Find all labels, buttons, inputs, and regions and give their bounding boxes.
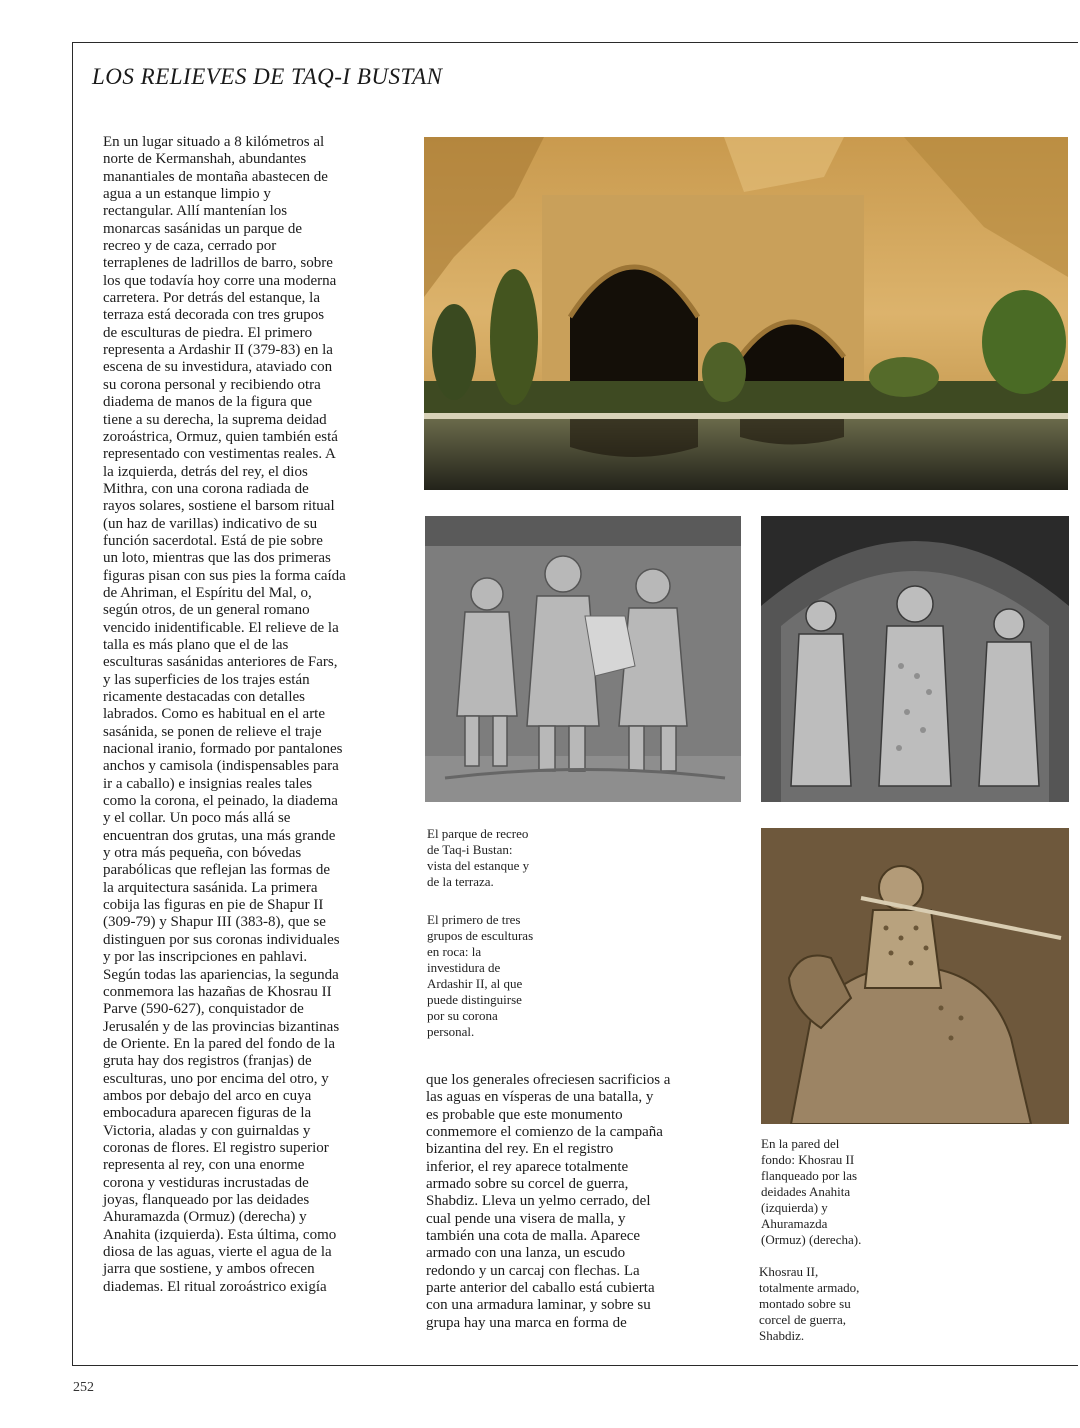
page-title: LOS RELIEVES DE TAQ-I BUSTAN (92, 64, 443, 89)
caption-park: El parque de recreo de Taq-i Bustan: vista del estanque y de la terraza. (427, 826, 530, 889)
body-text-column-2: que los generales ofreciesen sacrificios a las aguas en vísperas de una batalla, y es probable que este monumento conmemore el comienzo de la campaña bizantina del rey. En el registro inferior, el rey aparece totalmente armado sobre su corcel de guerra, Shabdiz. Lleva un yelmo cerrado, del cual pende una visera de malla, y también una cota de malla. Aparece armado con una lanza, un escudo redondo y un carcaj con flechas. La parte anterior del caballo está cubierta con una armadura laminar, y sobre su grupa hay una marca en forma de (426, 1072, 671, 1331)
page-number: 252 (73, 1380, 94, 1395)
caption-khosrau-flanked: En la pared del fondo: Khosrau II flanqueado por las deidades Anahita (izquierda) y Ahuramazda (Ormuz) (derecha). (761, 1136, 862, 1247)
caption-khosrau-armed: Khosrau II, totalmente armado, montado sobre su corcel de guerra, Shabdiz. (759, 1264, 860, 1343)
caption-ardashir: El primero de tres grupos de esculturas en roca: la investidura de Ardashir II, al que puede distinguirse por su corona personal. (427, 912, 534, 1039)
photo-ardashir-relief (425, 516, 741, 802)
photo-khosrau-armed (761, 828, 1069, 1124)
body-text-column-1: En un lugar situado a 8 kilómetros al norte de Kermanshah, abundantes manantiales de montaña abastecen de agua a un estanque limpio y rectangular. Allí mantenían los monarcas sasánidas un parque de recreo y de caza, cerrado por terraplenes de ladrillos de barro, sobre los que todavía hoy corre una moderna carretera. Por detrás del estanque, la terraza está decorada con tres grupos de esculturas de piedra. El primero representa a Ardashir II (379-83) en la escena de su investidura, ataviado con su corona personal y recibiendo otra diadema de manos de la figura que tiene a su derecha, la suprema deidad zoroástrica, Ormuz, quien también está representado con vestimentas reales. A la izquierda, detrás del rey, el dios Mithra, con una corona radiada de rayos solares, sostiene el barsom ritual (un haz de varillas) indicativo de su función sacerdotal. Está de pie sobre un loto, mientras que las dos primeras figuras pisan con sus pies la forma caída de Ahriman, el Espíritu del Mal, o, según otros, de un general romano vencido inidentificable. El relieve de la talla es más plano que el de las esculturas sasánidas anteriores de Fars, y las superficies de los trajes están ricamente destacadas con detalles labrados. Como es habitual en el arte sasánida, se ponen de relieve el traje nacional iranio, formado por pantalones anchos y camisola (indispensables para ir a caballo) e insignias reales tales como la corona, el peinado, la diadema y el collar. Un poco más allá se encuentran dos grutas, una más grande y otra más pequeña, con bóvedas parabólicas que reflejan las formas de la arquitectura sasánida. La primera cobija las figuras en pie de Shapur II (309-79) y Shapur III (383-8), que se distinguen por sus coronas individuales y por las inscripciones en pahlavi. Según todas las apariencias, la segunda conmemora las hazañas de Khosrau II Parve (590-627), conquistador de Jerusalén y de las provincias bizantinas de Oriente. En la pared del fondo de la gruta hay dos registros (franjas) de esculturas, uno por encima del otro, y ambos por debajo del arco en cuya embocadura aparecen figuras de la Victoria, aladas y con guirnaldas y coronas de flores. El registro superior representa al rey, con una enorme corona y vestiduras incrustadas de joyas, flanqueado por las deidades Ahuramazda (Ormuz) (derecha) y Anahita (izquierda). Esta última, como diosa de las aguas, vierte el agua de la jarra que sostiene, y ambos ofrecen diademas. El ritual zoroástrico exigía (103, 134, 346, 1295)
photo-park-pond (424, 137, 1068, 490)
photo-khosrau-flanked (761, 516, 1069, 802)
